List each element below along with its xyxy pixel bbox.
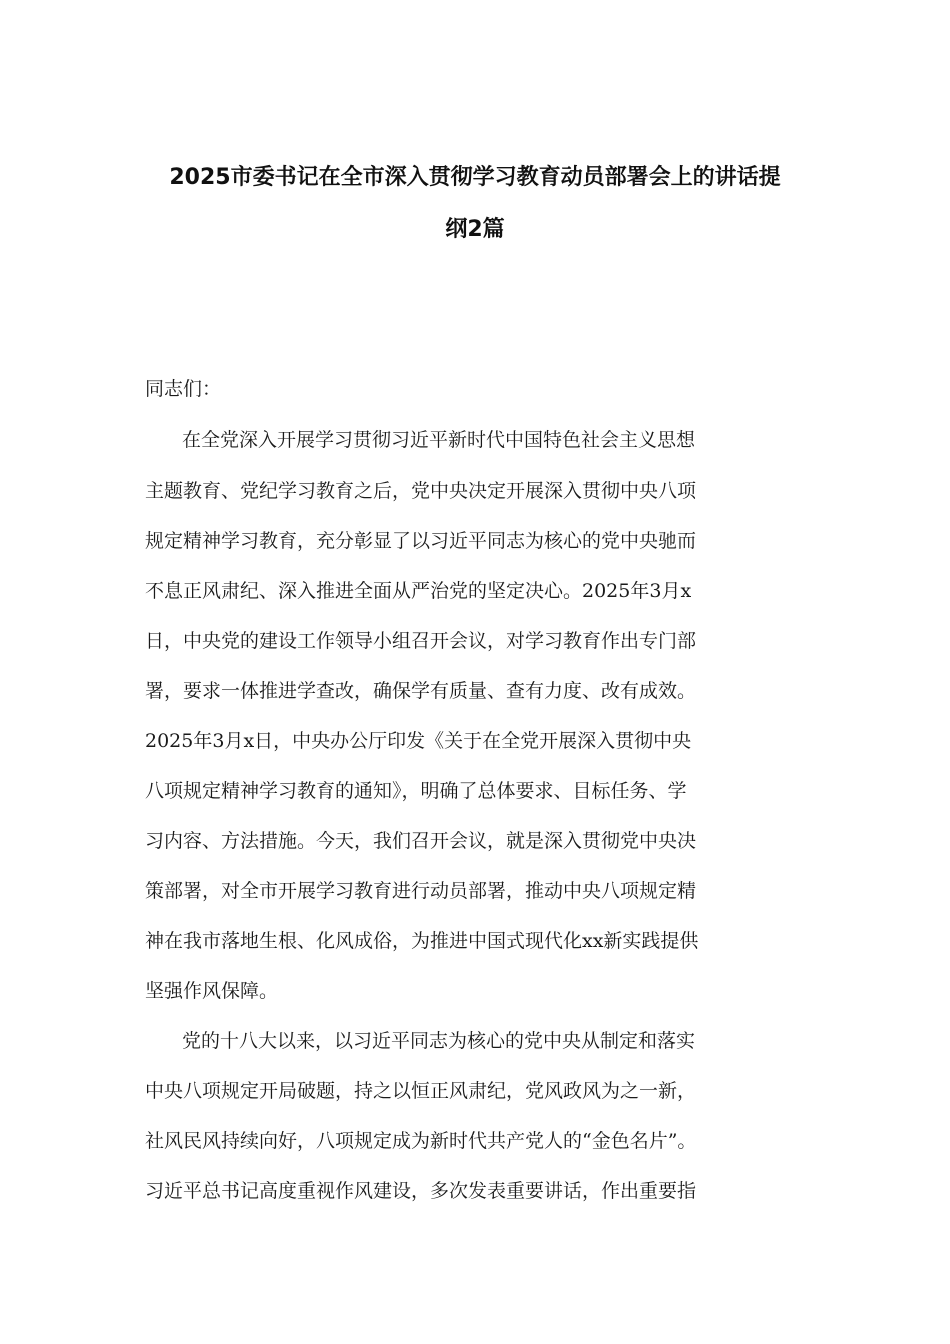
paragraph-2-line: 党的十八大以来，以习近平同志为核心的党中央从制定和落实 (182, 1030, 696, 1052)
document-title-line-2: 纲2篇 (445, 217, 505, 242)
paragraph-1-line: 策部署，对全市开展学习教育进行动员部署，推动中央八项规定精 (145, 880, 697, 902)
salutation: 同志们： (145, 378, 222, 400)
paragraph-1-line: 日，中央党的建设工作领导小组召开会议，对学习教育作出专门部 (145, 630, 697, 652)
paragraph-1-line: 主题教育、党纪学习教育之后，党中央决定开展深入贯彻中央八项 (145, 480, 697, 502)
paragraph-1-line: 不息正风肃纪、深入推进全面从严治党的坚定决心。2025年3月x (145, 580, 692, 602)
paragraph-1-line: 规定精神学习教育，充分彰显了以习近平同志为核心的党中央驰而 (145, 530, 697, 552)
paragraph-1-line: 在全党深入开展学习贯彻习近平新时代中国特色社会主义思想 (182, 429, 696, 451)
paragraph-2-line: 习近平总书记高度重视作风建设，多次发表重要讲话，作出重要指 (145, 1180, 697, 1202)
paragraph-1-line: 2025年3月x日，中央办公厅印发《关于在全党开展深入贯彻中央 (145, 730, 692, 752)
paragraph-2-line: 中央八项规定开局破题，持之以恒正风肃纪，党风政风为之一新， (145, 1080, 697, 1102)
paragraph-2-line: 社风民风持续向好，八项规定成为新时代共产党人的“金色名片”。 (145, 1130, 697, 1152)
document-title-line-1: 2025市委书记在全市深入贯彻学习教育动员部署会上的讲话提 (169, 165, 781, 190)
paragraph-1-line: 署，要求一体推进学查改，确保学有质量、查有力度、改有成效。 (145, 680, 697, 702)
paragraph-1-line: 八项规定精神学习教育的通知》，明确了总体要求、目标任务、学 (145, 780, 687, 802)
paragraph-1-line: 坚强作风保障。 (145, 980, 279, 1002)
paragraph-1-line: 神在我市落地生根、化风成俗，为推进中国式现代化xx新实践提供 (145, 930, 699, 952)
paragraph-1-line: 习内容、方法措施。今天，我们召开会议，就是深入贯彻党中央决 (145, 830, 697, 852)
